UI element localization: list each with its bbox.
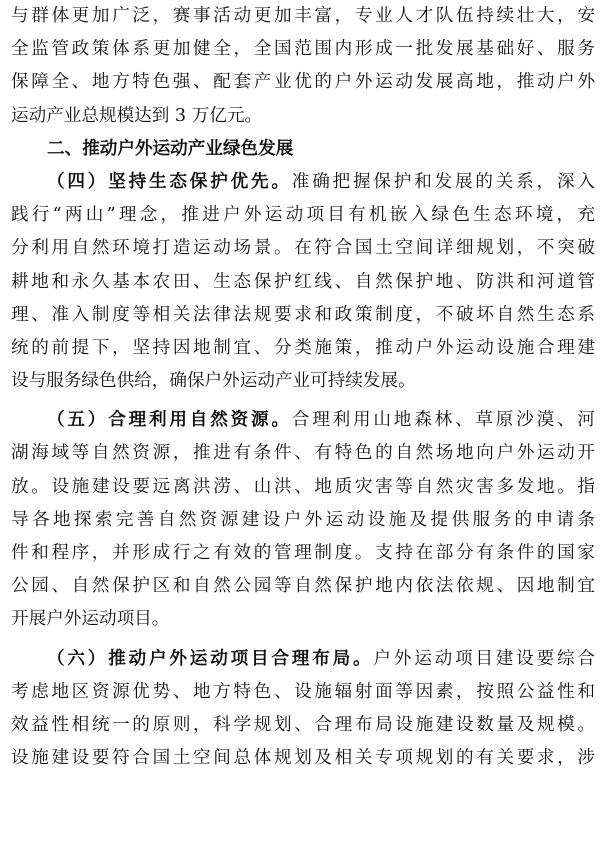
text-line: 导各地探索完善自然资源建设户外运动设施及提供服务的申请条 (11, 509, 595, 530)
paragraph-item-five (11, 404, 595, 636)
text-line: 耕地和永久基本农田、生态保护红线、自然保护地、防洪和河道管 (11, 271, 595, 292)
item-lead-rest: 准确把握保护和发展的关系，深入 (291, 171, 595, 192)
paragraph-first-line (11, 166, 595, 199)
text-line: 保障全、地方特色强、配套产业优的户外运动发展高地，推动户外 (11, 72, 595, 93)
item-lead-title: （六）推动户外运动项目合理布局。 (47, 648, 374, 669)
document-page (11, 0, 595, 775)
text-line: 湖海域等自然资源，推进有条件、有特色的自然场地向户外运动开 (11, 443, 595, 464)
text-line: 效益性相统一的原则，科学规划、合理布局设施建设数量及规模。 (11, 714, 595, 735)
paragraph-item-six (11, 643, 595, 776)
paragraph-intro-continuation (11, 0, 595, 133)
text-line: 设与服务绿色供给，确保户外运动产业可持续发展。 (11, 371, 416, 392)
item-lead-rest: 合理利用山地森林、草原沙漠、河 (291, 410, 595, 431)
paragraph-first-line (11, 404, 595, 437)
text-line: 设施建设要符合国土空间总体规划及相关专项规划的有关要求，涉 (11, 748, 595, 769)
text-line: 统的前提下，坚持因地制宜、分类施策，推动户外运动设施合理建 (11, 337, 595, 358)
text-line: 件和程序，并形成行之有效的管理制度。支持在部分有条件的国家 (11, 543, 595, 563)
item-lead-title: （四）坚持生态保护优先。 (47, 171, 292, 192)
text-line: 运动产业总规模达到 3 万亿元。 (11, 105, 263, 126)
text-line: 放。设施建设要远离洪涝、山洪、地质灾害等自然灾害多发地。指 (11, 476, 595, 497)
text-line: 公园、自然保护区和自然公园等自然保护地内依法依规、因地制宜 (11, 576, 595, 597)
text-line: 理、准入制度等相关法律法规要求和政策制度，不破坏自然生态系 (11, 304, 595, 325)
text-line: 全监管政策体系更加健全，全国范围内形成一批发展基础好、服务 (11, 39, 595, 60)
text-line: 践行“两山”理念，推进户外运动项目有机嵌入绿色生态环境，充 (11, 205, 595, 226)
text-line: 考虑地区资源优势、地方特色、设施辐射面等因素，按照公益性和 (11, 681, 595, 702)
item-lead-rest: 户外运动项目建设要综合 (373, 648, 595, 669)
text-line: 开展户外运动项目。 (11, 609, 170, 630)
paragraph-first-line (11, 643, 595, 676)
paragraph-item-four (11, 166, 595, 398)
text-line: 与群体更加广泛，赛事活动更加丰富，专业人才队伍持续壮大，安 (11, 6, 595, 26)
section-heading: 二、推动户外运动产业绿色发展 (47, 138, 294, 159)
item-lead-title: （五）合理利用自然资源。 (47, 410, 292, 431)
text-line: 分利用自然环境打造运动场景。在符合国土空间详细规划，不突破 (11, 238, 595, 259)
